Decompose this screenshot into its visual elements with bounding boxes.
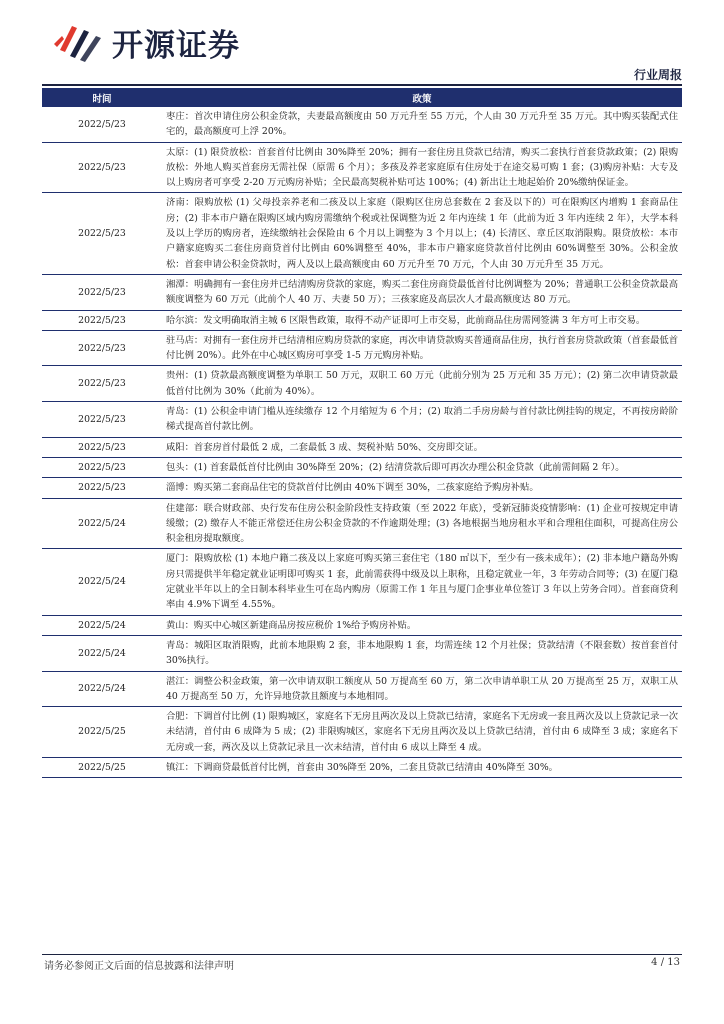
row-policy: 住建部：联合财政部、央行发布住房公积金阶段性支持政策（至 2022 年底），受新冠肺炎疫情影响：(1) 企业可按规定申请缓缴；(2) 缴存人不能正常偿还住房公积金贷款的不作逾期处理；(3) 各地根据当地房租水平和合理租住面积，可提高住房公积金租房提取额度。 <box>162 498 682 549</box>
row-date: 2022/5/24 <box>42 671 162 707</box>
table-row <box>42 437 682 457</box>
row-policy: 湘潭：明确拥有一套住房并已结清购房贷款的家庭，购买二套住房商贷最低首付比例调整为 20%；普通职工公积金贷款最高额度调整为 60 万元（此前个人 40 万、夫妻 50 万）；三孩家庭及高层次人才最高额度达 80 万元。 <box>162 274 682 310</box>
row-policy: 驻马店：对拥有一套住房并已结清相应购房贷款的家庭，再次申请贷款购买普通商品住房，执行首套房贷款政策（首套最低首付比例 20%）。此外在中心城区购房可享受 1-5 万元购房补贴。 <box>162 330 682 366</box>
table-row <box>42 193 682 274</box>
row-policy: 包头：(1) 首套最低首付比例由 30%降至 20%；(2) 结清贷款后即可再次办理公积金贷款（此前需间隔 2 年）。 <box>162 457 682 477</box>
table-header-row <box>42 88 682 107</box>
row-date: 2022/5/24 <box>42 615 162 635</box>
row-date: 2022/5/23 <box>42 437 162 457</box>
table-row <box>42 366 682 402</box>
row-policy: 合肥：下调首付比例 (1) 限购城区，家庭名下无房且两次及以上贷款已结清，家庭名下无房或一套且两次及以上贷款记录一次未结清，首付由 6 成降为 5 成；(2) 非限购城区，家庭名下无房且两次及以上贷款已结清，首付由 6 成降至 3 成；家庭名下无房或一套，两次及以上贷款记录且一次未结清，首付由 6 成以上降至 4 成。 <box>162 707 682 758</box>
row-policy: 镇江：下调商贷最低首付比例，首套由 30%降至 20%，二套且贷款已结清由 40%降至 30%。 <box>162 757 682 777</box>
policy-table <box>42 88 682 778</box>
table-row <box>42 142 682 193</box>
row-date: 2022/5/23 <box>42 402 162 438</box>
table-row <box>42 671 682 707</box>
row-policy: 青岛：(1) 公积金申请门槛从连续缴存 12 个月缩短为 6 个月；(2) 取消二手房房龄与首付款比例挂钩的规定，不再按房龄阶梯式提高首付款比例。 <box>162 402 682 438</box>
row-date: 2022/5/24 <box>42 549 162 615</box>
row-date: 2022/5/23 <box>42 310 162 330</box>
table-row <box>42 498 682 549</box>
row-policy: 淄博：购买第二套商品住宅的贷款首付比例由 40%下调至 30%，二孩家庭给予购房补贴。 <box>162 478 682 498</box>
row-date: 2022/5/23 <box>42 478 162 498</box>
row-policy: 枣庄：首次申请住房公积金贷款，夫妻最高额度由 50 万元升至 55 万元，个人由 30 万元升至 35 万元。其中购买装配式住宅的，最高额度可上浮 20%。 <box>162 107 682 142</box>
table-row <box>42 402 682 438</box>
row-date: 2022/5/23 <box>42 330 162 366</box>
table-row <box>42 310 682 330</box>
row-date: 2022/5/25 <box>42 757 162 777</box>
row-policy: 济南：限购放松 (1) 父母投亲养老和二孩及以上家庭（限购区住房总套数在 2 套及以下的）可在限购区内增购 1 套商品住房；(2) 非本市户籍在限购区域内购房需缴纳个税或社保调整为近 2 年内连续 1 年（此前为近 3 年内连续 2 年），大学本科及以上学历的购房者，连续缴纳社会保险由 6 个月以上调整为 3 个月以上；(4) 长清区、章丘区取消限购。限贷放松：本市户籍家庭购买二套住房商贷首付比例由 60%调整至 40%，非本市户籍家庭贷款首付比例由 60%调整至 30%。公积金放松：首套申请公积金贷款时，两人及以上最高额度由 60 万元升至 70 万元，个人由 30 万元升至 35 万元。 <box>162 193 682 274</box>
brand-logo <box>50 20 240 64</box>
header-divider <box>42 84 682 86</box>
footer-divider <box>42 954 682 955</box>
row-date: 2022/5/25 <box>42 707 162 758</box>
table-row <box>42 478 682 498</box>
table-row <box>42 707 682 758</box>
logo-text: 开源证券 <box>112 27 240 64</box>
row-policy: 青岛：城阳区取消限购，此前本地限购 2 套，非本地限购 1 套，均需连续 12 个月社保；贷款结清（不限套数）按首套首付 30%执行。 <box>162 635 682 671</box>
table-row <box>42 107 682 142</box>
kaiyuan-logo-icon <box>50 20 108 64</box>
row-date: 2022/5/23 <box>42 142 162 193</box>
row-date: 2022/5/23 <box>42 274 162 310</box>
column-header-date: 时间 <box>42 88 162 107</box>
row-policy: 贵州：(1) 贷款最高额度调整为单职工 50 万元，双职工 60 万元（此前分别为 25 万元和 35 万元）；(2) 第二次申请贷款最低首付比例为 30%（此前为 40%）。 <box>162 366 682 402</box>
row-date: 2022/5/23 <box>42 457 162 477</box>
row-policy: 黄山：购买中心城区新建商品房按应税价 1%给予购房补贴。 <box>162 615 682 635</box>
column-header-policy: 政策 <box>162 88 682 107</box>
table-row <box>42 549 682 615</box>
row-policy: 哈尔滨：发文明确取消主城 6 区限售政策，取得不动产证即可上市交易，此前商品住房需网签满 3 年方可上市交易。 <box>162 310 682 330</box>
row-date: 2022/5/24 <box>42 635 162 671</box>
table-row <box>42 615 682 635</box>
row-date: 2022/5/23 <box>42 193 162 274</box>
table-row <box>42 635 682 671</box>
row-date: 2022/5/23 <box>42 366 162 402</box>
page-header <box>0 0 724 86</box>
row-policy: 咸阳：首套房首付最低 2 成，二套最低 3 成、契税补贴 50%、交房即交证。 <box>162 437 682 457</box>
table-row <box>42 274 682 310</box>
row-date: 2022/5/24 <box>42 498 162 549</box>
page-number: 4 / 13 <box>651 957 680 968</box>
row-policy: 湛江：调整公积金政策，第一次申请双职工额度从 50 万提高至 60 万，第二次申请单职工从 20 万提高至 25 万，双职工从 40 万提高至 50 万，允许异地贷款且额度与本地相同。 <box>162 671 682 707</box>
table-row <box>42 757 682 777</box>
row-policy: 太原：(1) 限贷放松：首套首付比例由 30%降至 20%；拥有一套住房且贷款已结清，购买二套执行首套贷款政策；(2) 限购放松：外地人购买首套房无需社保（原需 6 个月）；多孩及养老家庭原有住房处于在途交易可购 1 套；(3)购房补贴：大专及以上购房者可享受 2-20 万元购房补贴；全民最高契税补贴可达 100%；(4) 新出让土地起始价 20%缴纳保证金。 <box>162 142 682 193</box>
row-date: 2022/5/23 <box>42 107 162 142</box>
row-policy: 厦门：限购放松 (1) 本地户籍二孩及以上家庭可购买第三套住宅（180 ㎡以下，至少有一孩未成年）；(2) 非本地户籍岛外购房只需提供半年稳定就业证明即可购买 1 套，此前需获得中级及以上职称，且稳定就业一年，3 年劳动合同等；(3) 在厦门稳定就业半年以上的全日制本科毕业生可在岛内购房（原需工作 1 年且与厦门企事业单位签订 3 年以上劳务合同）。首套商贷利率由 4.9%下调至 4.55%。 <box>162 549 682 615</box>
table-row <box>42 457 682 477</box>
table-row <box>42 330 682 366</box>
footer-disclaimer: 请务必参阅正文后面的信息披露和法律声明 <box>44 961 234 972</box>
report-type-label: 行业周报 <box>633 68 682 82</box>
